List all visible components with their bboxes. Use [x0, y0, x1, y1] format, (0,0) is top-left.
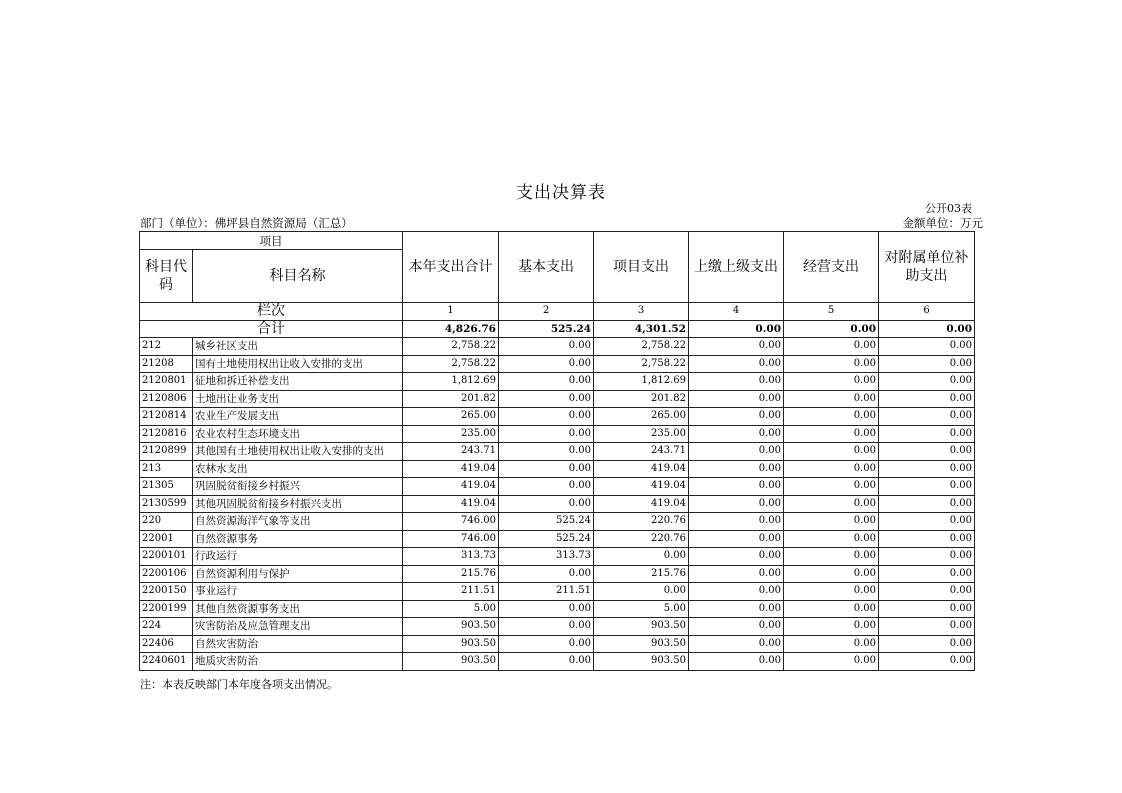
column-index: 4 — [689, 303, 784, 321]
amount-cell: 0.00 — [689, 583, 784, 601]
subject-code: 2200150 — [140, 583, 193, 601]
header-col-basic: 基本支出 — [499, 232, 594, 303]
column-index: 3 — [594, 303, 689, 321]
amount-cell: 0.00 — [689, 618, 784, 636]
subject-name: 行政运行 — [193, 548, 403, 566]
subject-code: 2120816 — [140, 425, 193, 443]
amount-cell: 235.00 — [594, 425, 689, 443]
amount-cell: 0.00 — [879, 408, 975, 426]
subject-code: 2200101 — [140, 548, 193, 566]
column-index: 2 — [499, 303, 594, 321]
amount-cell: 0.00 — [689, 373, 784, 391]
form-number: 公开03表 — [925, 202, 972, 215]
table-row — [140, 653, 975, 671]
amount-cell: 0.00 — [784, 513, 879, 531]
amount-cell: 0.00 — [879, 478, 975, 496]
subject-code: 224 — [140, 618, 193, 636]
total-value: 0.00 — [689, 320, 784, 338]
amount-cell: 0.00 — [879, 390, 975, 408]
subject-name: 城乡社区支出 — [193, 338, 403, 356]
amount-cell: 0.00 — [879, 460, 975, 478]
subject-code: 2120806 — [140, 390, 193, 408]
amount-cell: 419.04 — [403, 478, 499, 496]
amount-cell: 0.00 — [784, 478, 879, 496]
table-row — [140, 338, 975, 356]
amount-cell: 0.00 — [499, 338, 594, 356]
amount-cell: 0.00 — [689, 355, 784, 373]
amount-cell: 0.00 — [784, 565, 879, 583]
amount-cell: 419.04 — [594, 495, 689, 513]
amount-cell: 243.71 — [403, 443, 499, 461]
amount-cell: 2,758.22 — [594, 338, 689, 356]
amount-cell: 0.00 — [879, 513, 975, 531]
table-row — [140, 373, 975, 391]
amount-cell: 201.82 — [403, 390, 499, 408]
table-row — [140, 390, 975, 408]
total-value: 0.00 — [784, 320, 879, 338]
amount-cell: 0.00 — [689, 338, 784, 356]
amount-cell: 313.73 — [499, 548, 594, 566]
amount-cell: 0.00 — [499, 618, 594, 636]
amount-cell: 0.00 — [879, 653, 975, 671]
amount-cell: 903.50 — [403, 635, 499, 653]
table-row — [140, 583, 975, 601]
amount-cell: 0.00 — [784, 600, 879, 618]
table-row — [140, 460, 975, 478]
amount-cell: 0.00 — [879, 443, 975, 461]
amount-cell: 0.00 — [499, 355, 594, 373]
header-col-project: 项目支出 — [594, 232, 689, 303]
amount-cell: 0.00 — [499, 390, 594, 408]
amount-cell: 0.00 — [879, 373, 975, 391]
amount-cell: 0.00 — [879, 635, 975, 653]
department-label: 部门（单位）：佛坪县自然资源局（汇总） — [140, 216, 353, 230]
subject-name: 灾害防治及应急管理支出 — [193, 618, 403, 636]
subject-code: 21208 — [140, 355, 193, 373]
amount-cell: 0.00 — [594, 583, 689, 601]
subject-name: 地质灾害防治 — [193, 653, 403, 671]
amount-cell: 5.00 — [594, 600, 689, 618]
amount-cell: 0.00 — [689, 548, 784, 566]
amount-cell: 0.00 — [689, 478, 784, 496]
table-row — [140, 513, 975, 531]
amount-cell: 419.04 — [594, 478, 689, 496]
subject-name: 农林水支出 — [193, 460, 403, 478]
table-note: 注：本表反映部门本年度各项支出情况。 — [140, 678, 338, 691]
table-row — [140, 408, 975, 426]
column-index: 6 — [879, 303, 975, 321]
amount-cell: 220.76 — [594, 530, 689, 548]
amount-cell: 0.00 — [879, 583, 975, 601]
amount-cell: 525.24 — [499, 513, 594, 531]
subject-code: 22406 — [140, 635, 193, 653]
table-row — [140, 530, 975, 548]
amount-cell: 5.00 — [403, 600, 499, 618]
amount-cell: 0.00 — [594, 548, 689, 566]
total-value: 4,301.52 — [594, 320, 689, 338]
amount-cell: 0.00 — [689, 530, 784, 548]
amount-cell: 0.00 — [689, 600, 784, 618]
amount-cell: 0.00 — [784, 373, 879, 391]
amount-cell: 2,758.22 — [403, 355, 499, 373]
amount-cell: 215.76 — [594, 565, 689, 583]
amount-cell: 0.00 — [499, 478, 594, 496]
header-row-item — [140, 232, 975, 250]
amount-cell: 0.00 — [784, 390, 879, 408]
table-row — [140, 600, 975, 618]
amount-cell: 0.00 — [499, 408, 594, 426]
subject-code: 2200199 — [140, 600, 193, 618]
amount-cell: 313.73 — [403, 548, 499, 566]
amount-cell: 0.00 — [689, 513, 784, 531]
amount-cell: 903.50 — [594, 618, 689, 636]
amount-cell: 419.04 — [403, 495, 499, 513]
column-index: 1 — [403, 303, 499, 321]
column-index-label: 栏次 — [140, 303, 403, 321]
subject-name: 巩固脱贫衔接乡村振兴 — [193, 478, 403, 496]
subject-code: 22001 — [140, 530, 193, 548]
amount-cell: 2,758.22 — [403, 338, 499, 356]
amount-cell: 0.00 — [784, 425, 879, 443]
total-value: 525.24 — [499, 320, 594, 338]
amount-cell: 903.50 — [594, 653, 689, 671]
amount-cell: 0.00 — [784, 355, 879, 373]
subject-name: 国有土地使用权出让收入安排的支出 — [193, 355, 403, 373]
page-title: 支出决算表 — [516, 183, 606, 203]
total-row — [140, 320, 975, 338]
header-code: 科目代码 — [140, 250, 193, 303]
subject-name: 事业运行 — [193, 583, 403, 601]
amount-cell: 215.76 — [403, 565, 499, 583]
header-item: 项目 — [140, 232, 403, 250]
header-name: 科目名称 — [193, 250, 403, 303]
subject-name: 农业农村生态环境支出 — [193, 425, 403, 443]
table-row — [140, 565, 975, 583]
amount-cell: 0.00 — [689, 565, 784, 583]
subject-code: 2120801 — [140, 373, 193, 391]
total-label: 合计 — [140, 320, 403, 338]
amount-cell: 746.00 — [403, 530, 499, 548]
subject-name: 自然资源事务 — [193, 530, 403, 548]
amount-cell: 0.00 — [784, 548, 879, 566]
amount-unit-label: 金额单位：万元 — [902, 216, 983, 230]
total-value: 4,826.76 — [403, 320, 499, 338]
amount-cell: 0.00 — [499, 565, 594, 583]
amount-cell: 2,758.22 — [594, 355, 689, 373]
amount-cell: 0.00 — [689, 460, 784, 478]
amount-cell: 903.50 — [403, 653, 499, 671]
header-col-operating: 经营支出 — [784, 232, 879, 303]
header-col-total: 本年支出合计 — [403, 232, 499, 303]
amount-cell: 0.00 — [784, 460, 879, 478]
amount-cell: 0.00 — [879, 355, 975, 373]
subject-code: 213 — [140, 460, 193, 478]
subject-name: 征地和拆迁补偿支出 — [193, 373, 403, 391]
amount-cell: 0.00 — [879, 548, 975, 566]
amount-cell: 0.00 — [879, 565, 975, 583]
table-row — [140, 635, 975, 653]
subject-name: 自然灾害防治 — [193, 635, 403, 653]
column-index: 5 — [784, 303, 879, 321]
amount-cell: 0.00 — [689, 408, 784, 426]
table-row — [140, 355, 975, 373]
amount-cell: 0.00 — [689, 443, 784, 461]
column-index-row — [140, 303, 975, 321]
amount-cell: 0.00 — [784, 635, 879, 653]
amount-cell: 903.50 — [594, 635, 689, 653]
subject-name: 自然资源海洋气象等支出 — [193, 513, 403, 531]
subject-name: 农业生产发展支出 — [193, 408, 403, 426]
amount-cell: 0.00 — [784, 443, 879, 461]
amount-cell: 265.00 — [403, 408, 499, 426]
amount-cell: 0.00 — [784, 653, 879, 671]
subject-code: 2240601 — [140, 653, 193, 671]
amount-cell: 0.00 — [784, 495, 879, 513]
amount-cell: 1,812.69 — [594, 373, 689, 391]
amount-cell: 0.00 — [499, 600, 594, 618]
amount-cell: 0.00 — [689, 635, 784, 653]
amount-cell: 235.00 — [403, 425, 499, 443]
expenditure-table — [139, 231, 975, 671]
amount-cell: 0.00 — [879, 618, 975, 636]
amount-cell: 1,812.69 — [403, 373, 499, 391]
table-row — [140, 425, 975, 443]
amount-cell: 0.00 — [784, 583, 879, 601]
amount-cell: 525.24 — [499, 530, 594, 548]
amount-cell: 0.00 — [689, 390, 784, 408]
subject-code: 2130599 — [140, 495, 193, 513]
header-col-remit: 上缴上级支出 — [689, 232, 784, 303]
subject-name: 其他自然资源事务支出 — [193, 600, 403, 618]
subject-code: 212 — [140, 338, 193, 356]
table-row — [140, 495, 975, 513]
subject-name: 土地出让业务支出 — [193, 390, 403, 408]
subject-code: 2120814 — [140, 408, 193, 426]
amount-cell: 243.71 — [594, 443, 689, 461]
table-row — [140, 548, 975, 566]
subject-name: 其他国有土地使用权出让收入安排的支出 — [193, 443, 403, 461]
amount-cell: 0.00 — [879, 530, 975, 548]
amount-cell: 0.00 — [499, 373, 594, 391]
table-row — [140, 618, 975, 636]
subject-code: 2200106 — [140, 565, 193, 583]
amount-cell: 0.00 — [879, 495, 975, 513]
amount-cell: 0.00 — [499, 653, 594, 671]
header-col-subsidy: 对附属单位补助支出 — [879, 232, 975, 303]
total-value: 0.00 — [879, 320, 975, 338]
table-row — [140, 478, 975, 496]
amount-cell: 0.00 — [499, 443, 594, 461]
amount-cell: 0.00 — [689, 495, 784, 513]
amount-cell: 211.51 — [403, 583, 499, 601]
subject-name: 自然资源利用与保护 — [193, 565, 403, 583]
amount-cell: 0.00 — [499, 495, 594, 513]
amount-cell: 0.00 — [879, 338, 975, 356]
amount-cell: 0.00 — [784, 408, 879, 426]
amount-cell: 0.00 — [689, 653, 784, 671]
amount-cell: 0.00 — [499, 635, 594, 653]
amount-cell: 0.00 — [784, 338, 879, 356]
subject-code: 2120899 — [140, 443, 193, 461]
amount-cell: 265.00 — [594, 408, 689, 426]
amount-cell: 0.00 — [499, 460, 594, 478]
amount-cell: 0.00 — [784, 530, 879, 548]
amount-cell: 220.76 — [594, 513, 689, 531]
subject-name: 其他巩固脱贫衔接乡村振兴支出 — [193, 495, 403, 513]
amount-cell: 0.00 — [689, 425, 784, 443]
amount-cell: 419.04 — [403, 460, 499, 478]
amount-cell: 0.00 — [879, 425, 975, 443]
amount-cell: 0.00 — [499, 425, 594, 443]
amount-cell: 419.04 — [594, 460, 689, 478]
amount-cell: 0.00 — [784, 618, 879, 636]
amount-cell: 903.50 — [403, 618, 499, 636]
amount-cell: 201.82 — [594, 390, 689, 408]
subject-code: 220 — [140, 513, 193, 531]
amount-cell: 0.00 — [879, 600, 975, 618]
amount-cell: 746.00 — [403, 513, 499, 531]
subject-code: 21305 — [140, 478, 193, 496]
amount-cell: 211.51 — [499, 583, 594, 601]
table-row — [140, 443, 975, 461]
